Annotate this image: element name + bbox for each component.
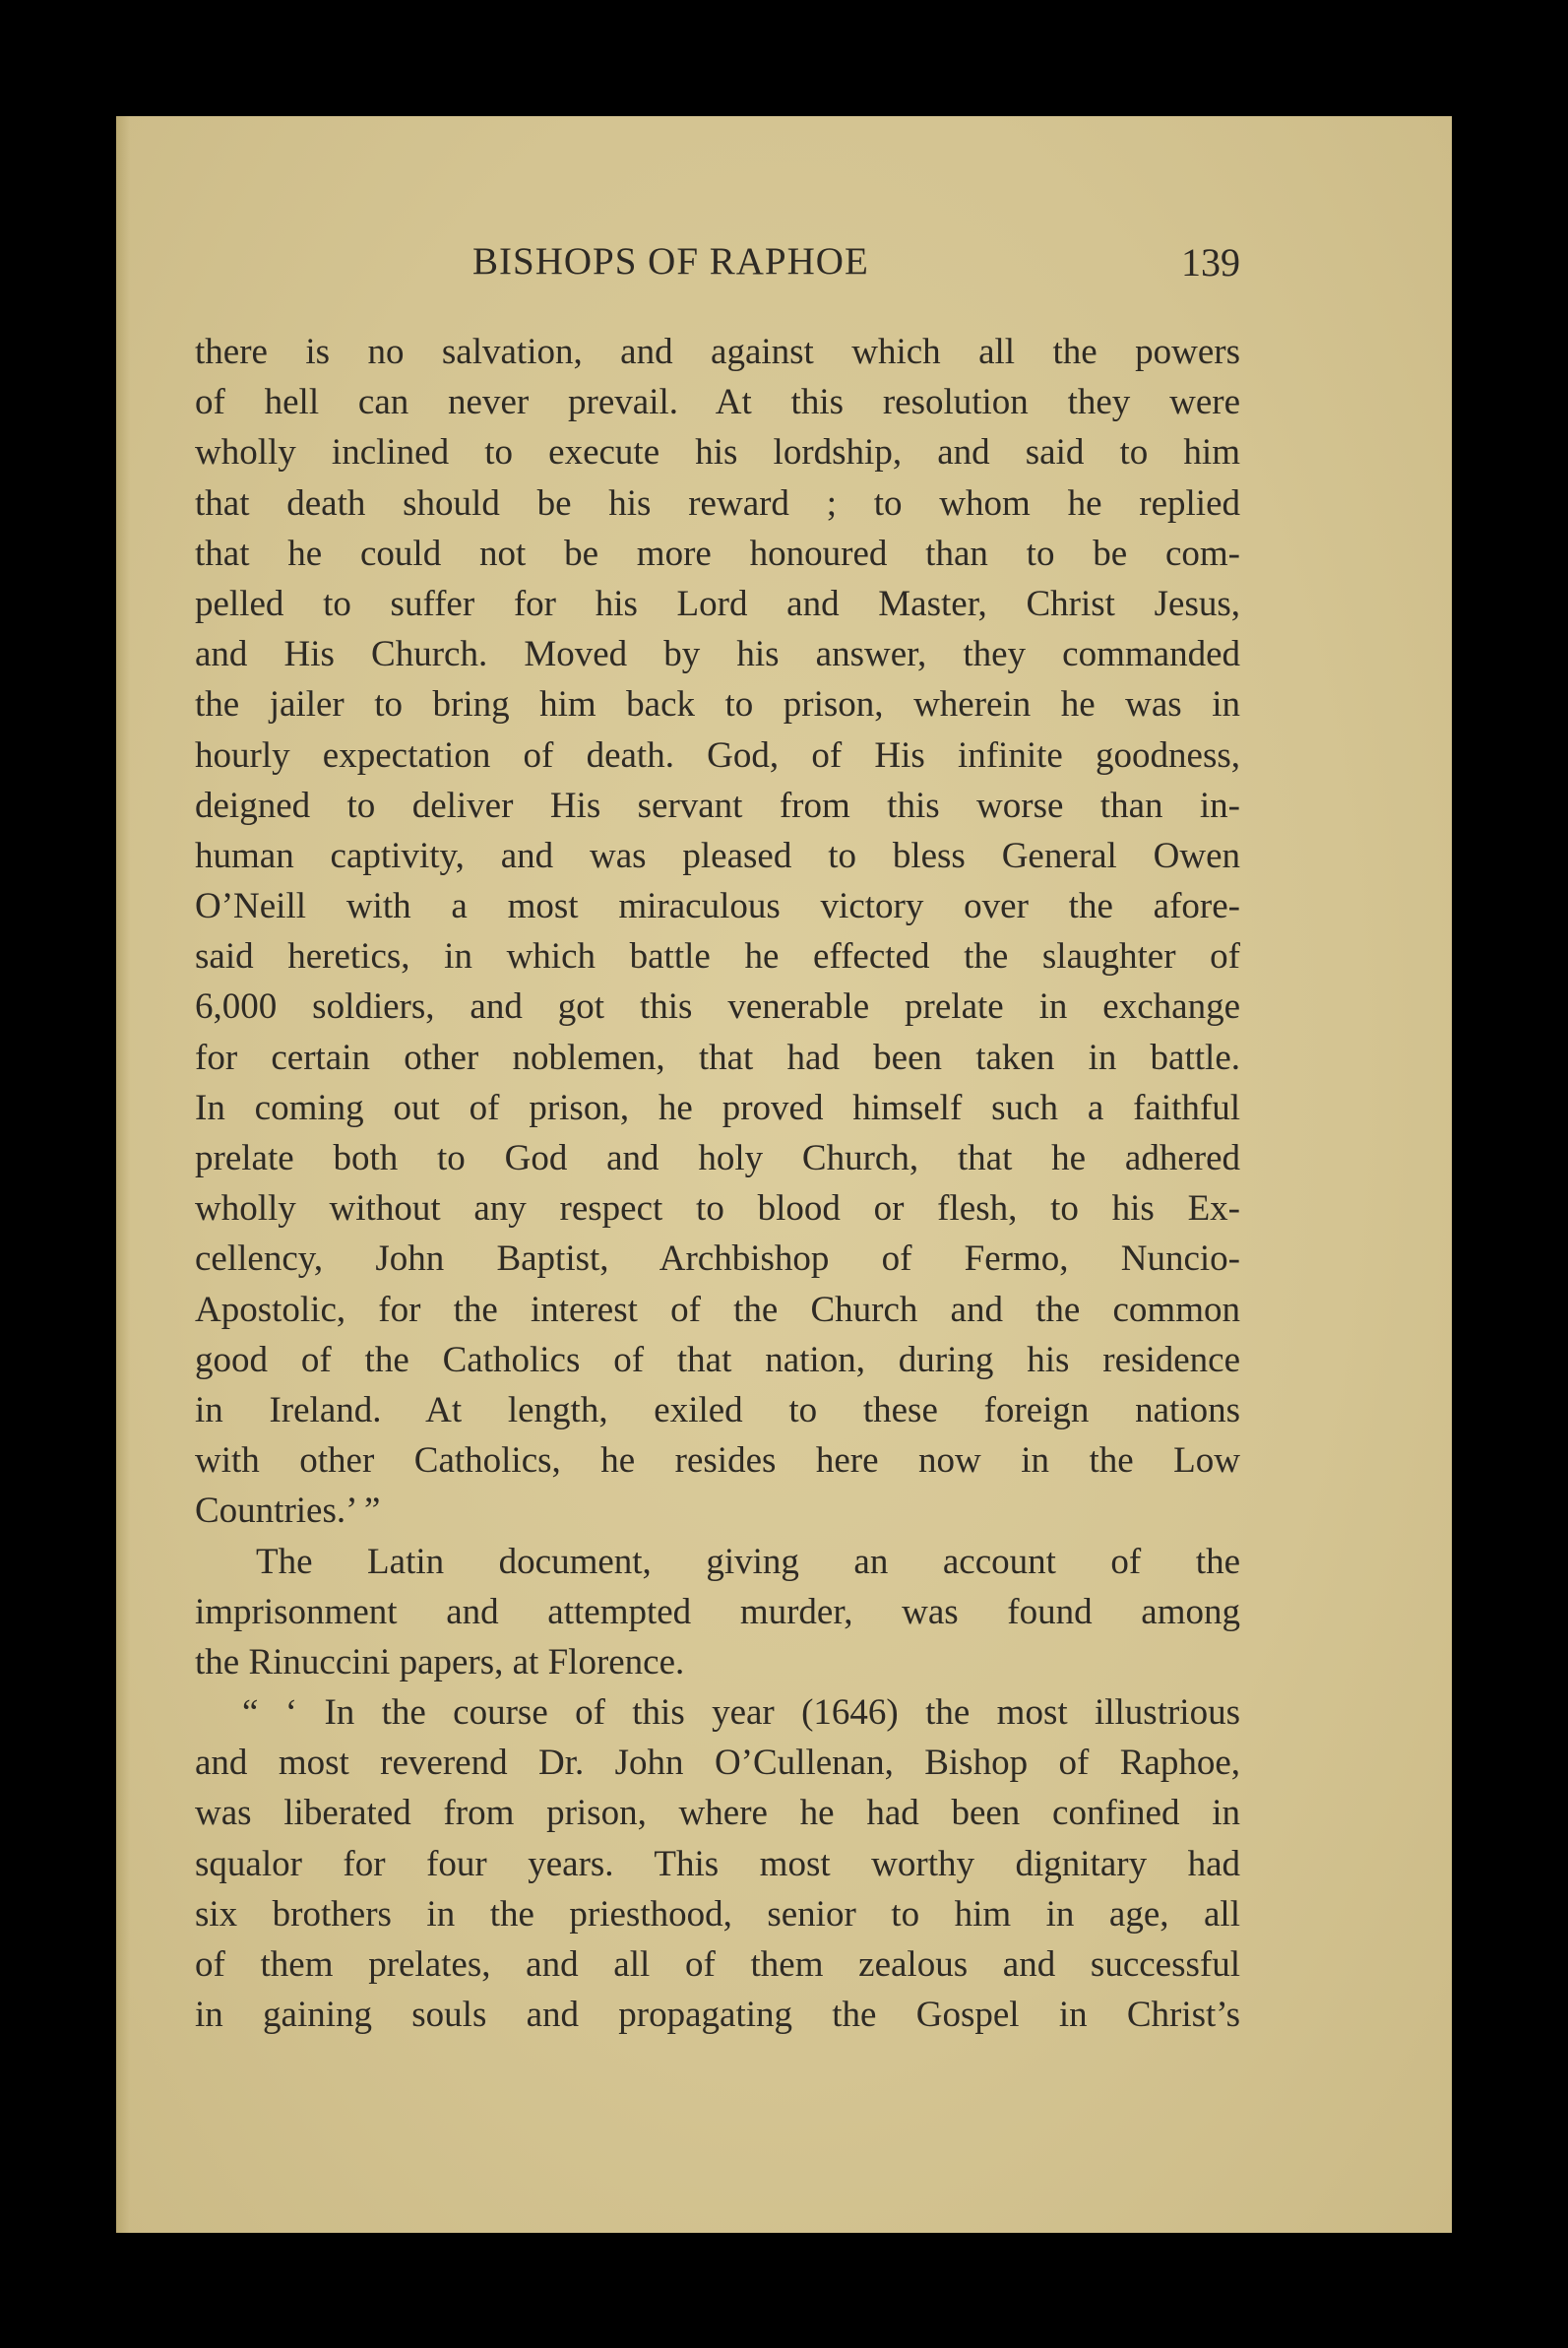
text-line: of them prelates, and all of them zealous and successful bbox=[195, 1944, 1240, 1985]
text-line: hourly expectation of death. God, of His infinite goodness, bbox=[195, 734, 1240, 776]
text-line: of hell can never prevail. At this resolution they were bbox=[195, 382, 1240, 423]
text-line: that he could not be more honoured than to be com- bbox=[195, 533, 1240, 574]
text-line: the Rinuccini papers, at Florence. bbox=[195, 1641, 685, 1682]
text-line: cellency, John Baptist, Archbishop of Fermo, Nuncio- bbox=[195, 1238, 1240, 1280]
paragraph-start-line: The Latin document, giving an account of the bbox=[256, 1541, 1240, 1582]
text-line: that death should be his reward ; to whom he replied bbox=[195, 482, 1240, 524]
running-title: BISHOPS OF RAPHOE bbox=[472, 240, 869, 283]
text-line: imprisonment and attempted murder, was found among bbox=[195, 1591, 1240, 1632]
text-line: the jailer to bring him back to prison, wherein he was in bbox=[195, 684, 1240, 726]
text-line: was liberated from prison, where he had been confined in bbox=[195, 1793, 1240, 1834]
text-line: good of the Catholics of that nation, during his residence bbox=[195, 1339, 1240, 1380]
text-line: six brothers in the priesthood, senior to him in age, all bbox=[195, 1893, 1240, 1935]
text-line: there is no salvation, and against which all the powers bbox=[195, 332, 1240, 372]
text-line: human captivity, and was pleased to bless General Owen bbox=[195, 835, 1240, 876]
text-line: In coming out of prison, he proved himself such a faithful bbox=[195, 1087, 1240, 1128]
running-head bbox=[197, 239, 1240, 298]
text-line: and His Church. Moved by his answer, they commanded bbox=[195, 634, 1240, 675]
text-line: Apostolic, for the interest of the Church and the common bbox=[195, 1289, 1240, 1330]
paragraph-start-line: “ ‘ In the course of this year (1646) the most illustrious bbox=[242, 1692, 1240, 1734]
page-gutter-shadow bbox=[116, 116, 130, 2233]
text-line: said heretics, in which battle he effected the slaughter of bbox=[195, 936, 1240, 978]
text-line: prelate both to God and holy Church, that he adhered bbox=[195, 1138, 1240, 1178]
text-line: in Ireland. At length, exiled to these foreign nations bbox=[195, 1389, 1240, 1430]
page-number: 139 bbox=[1181, 240, 1240, 285]
text-line: 6,000 soldiers, and got this venerable prelate in exchange bbox=[195, 986, 1240, 1028]
text-line: and most reverend Dr. John O’Cullenan, Bishop of Raphoe, bbox=[195, 1743, 1240, 1784]
text-line: with other Catholics, he resides here now in the Low bbox=[195, 1440, 1240, 1482]
body-text bbox=[195, 327, 1240, 2040]
text-line: pelled to suffer for his Lord and Master, Christ Jesus, bbox=[195, 583, 1240, 624]
text-line: squalor for four years. This most worthy dignitary had bbox=[195, 1843, 1240, 1884]
text-line: wholly inclined to execute his lordship, and said to him bbox=[195, 432, 1240, 474]
text-line: for certain other noblemen, that had been taken in battle. bbox=[195, 1037, 1240, 1078]
text-line: O’Neill with a most miraculous victory over the afore- bbox=[195, 886, 1240, 927]
text-line: deigned to deliver His servant from this worse than in- bbox=[195, 785, 1240, 826]
text-line: Countries.’ ” bbox=[195, 1491, 381, 1532]
text-line: wholly without any respect to blood or flesh, to his Ex- bbox=[195, 1188, 1240, 1230]
text-line: in gaining souls and propagating the Gospel in Christ’s bbox=[195, 1995, 1240, 2036]
